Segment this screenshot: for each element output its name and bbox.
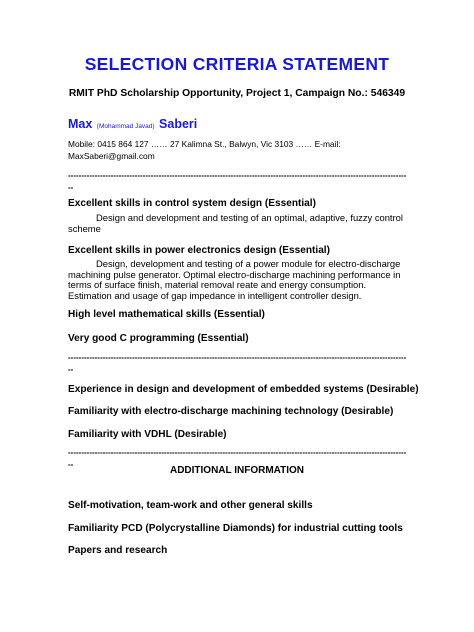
criterion-heading: Very good C programming (Essential) bbox=[68, 333, 249, 344]
criterion-description: Design, development and testing of a power module for electro-discharge machining pulse generator. Optimal electro-discharge machining performance in terms of surface finish, material removal reate and energy consumption. Estimation and usage of gap impedance in intelligent controller design. bbox=[68, 258, 401, 301]
criterion-heading: Familiarity with electro-discharge machining technology (Desirable) bbox=[68, 406, 394, 417]
last-name: Saberi bbox=[159, 117, 198, 131]
contact-line: Mobile: 0415 864 127 …… 27 Kalimna St., Balwyn, Vic 3103 …… E-mail: bbox=[68, 139, 341, 149]
additional-item: Papers and research bbox=[68, 545, 168, 556]
section-divider: --------------------------------------------------------------------------------------------------------------------------------- bbox=[68, 353, 407, 374]
section-divider: --------------------------------------------------------------------------------------------------------------------------------- bbox=[68, 448, 407, 469]
applicant-name bbox=[68, 115, 197, 133]
additional-item: Self-motivation, team-work and other general skills bbox=[68, 500, 313, 511]
criterion-heading: Experience in design and development of embedded systems (Desirable) bbox=[68, 384, 419, 395]
additional-info-title: ADDITIONAL INFORMATION bbox=[169, 465, 305, 476]
section-divider: --------------------------------------------------------------------------------------------------------------------------------- bbox=[68, 171, 407, 192]
document-subtitle: RMIT PhD Scholarship Opportunity, Project 1, Campaign No.: 546349 bbox=[68, 88, 406, 99]
middle-name: (Mohammad Javad) bbox=[96, 123, 155, 130]
document-title: SELECTION CRITERIA STATEMENT bbox=[84, 54, 390, 74]
additional-item: Familiarity PCD (Polycrystalline Diamonds) for industrial cutting tools bbox=[68, 523, 403, 534]
contact-details bbox=[68, 139, 368, 162]
criterion-heading: Excellent skills in power electronics design (Essential) bbox=[68, 245, 330, 256]
first-name: Max bbox=[68, 117, 93, 131]
criterion-heading: High level mathematical skills (Essential) bbox=[68, 309, 265, 320]
criterion-description: Design and development and testing of an optimal, adaptive, fuzzy control scheme bbox=[68, 212, 403, 234]
criterion-heading: Excellent skills in control system design (Essential) bbox=[68, 198, 316, 209]
criterion-heading: Familiarity with VDHL (Desirable) bbox=[68, 429, 227, 440]
contact-email: MaxSaberi@gmail.com bbox=[68, 150, 155, 161]
